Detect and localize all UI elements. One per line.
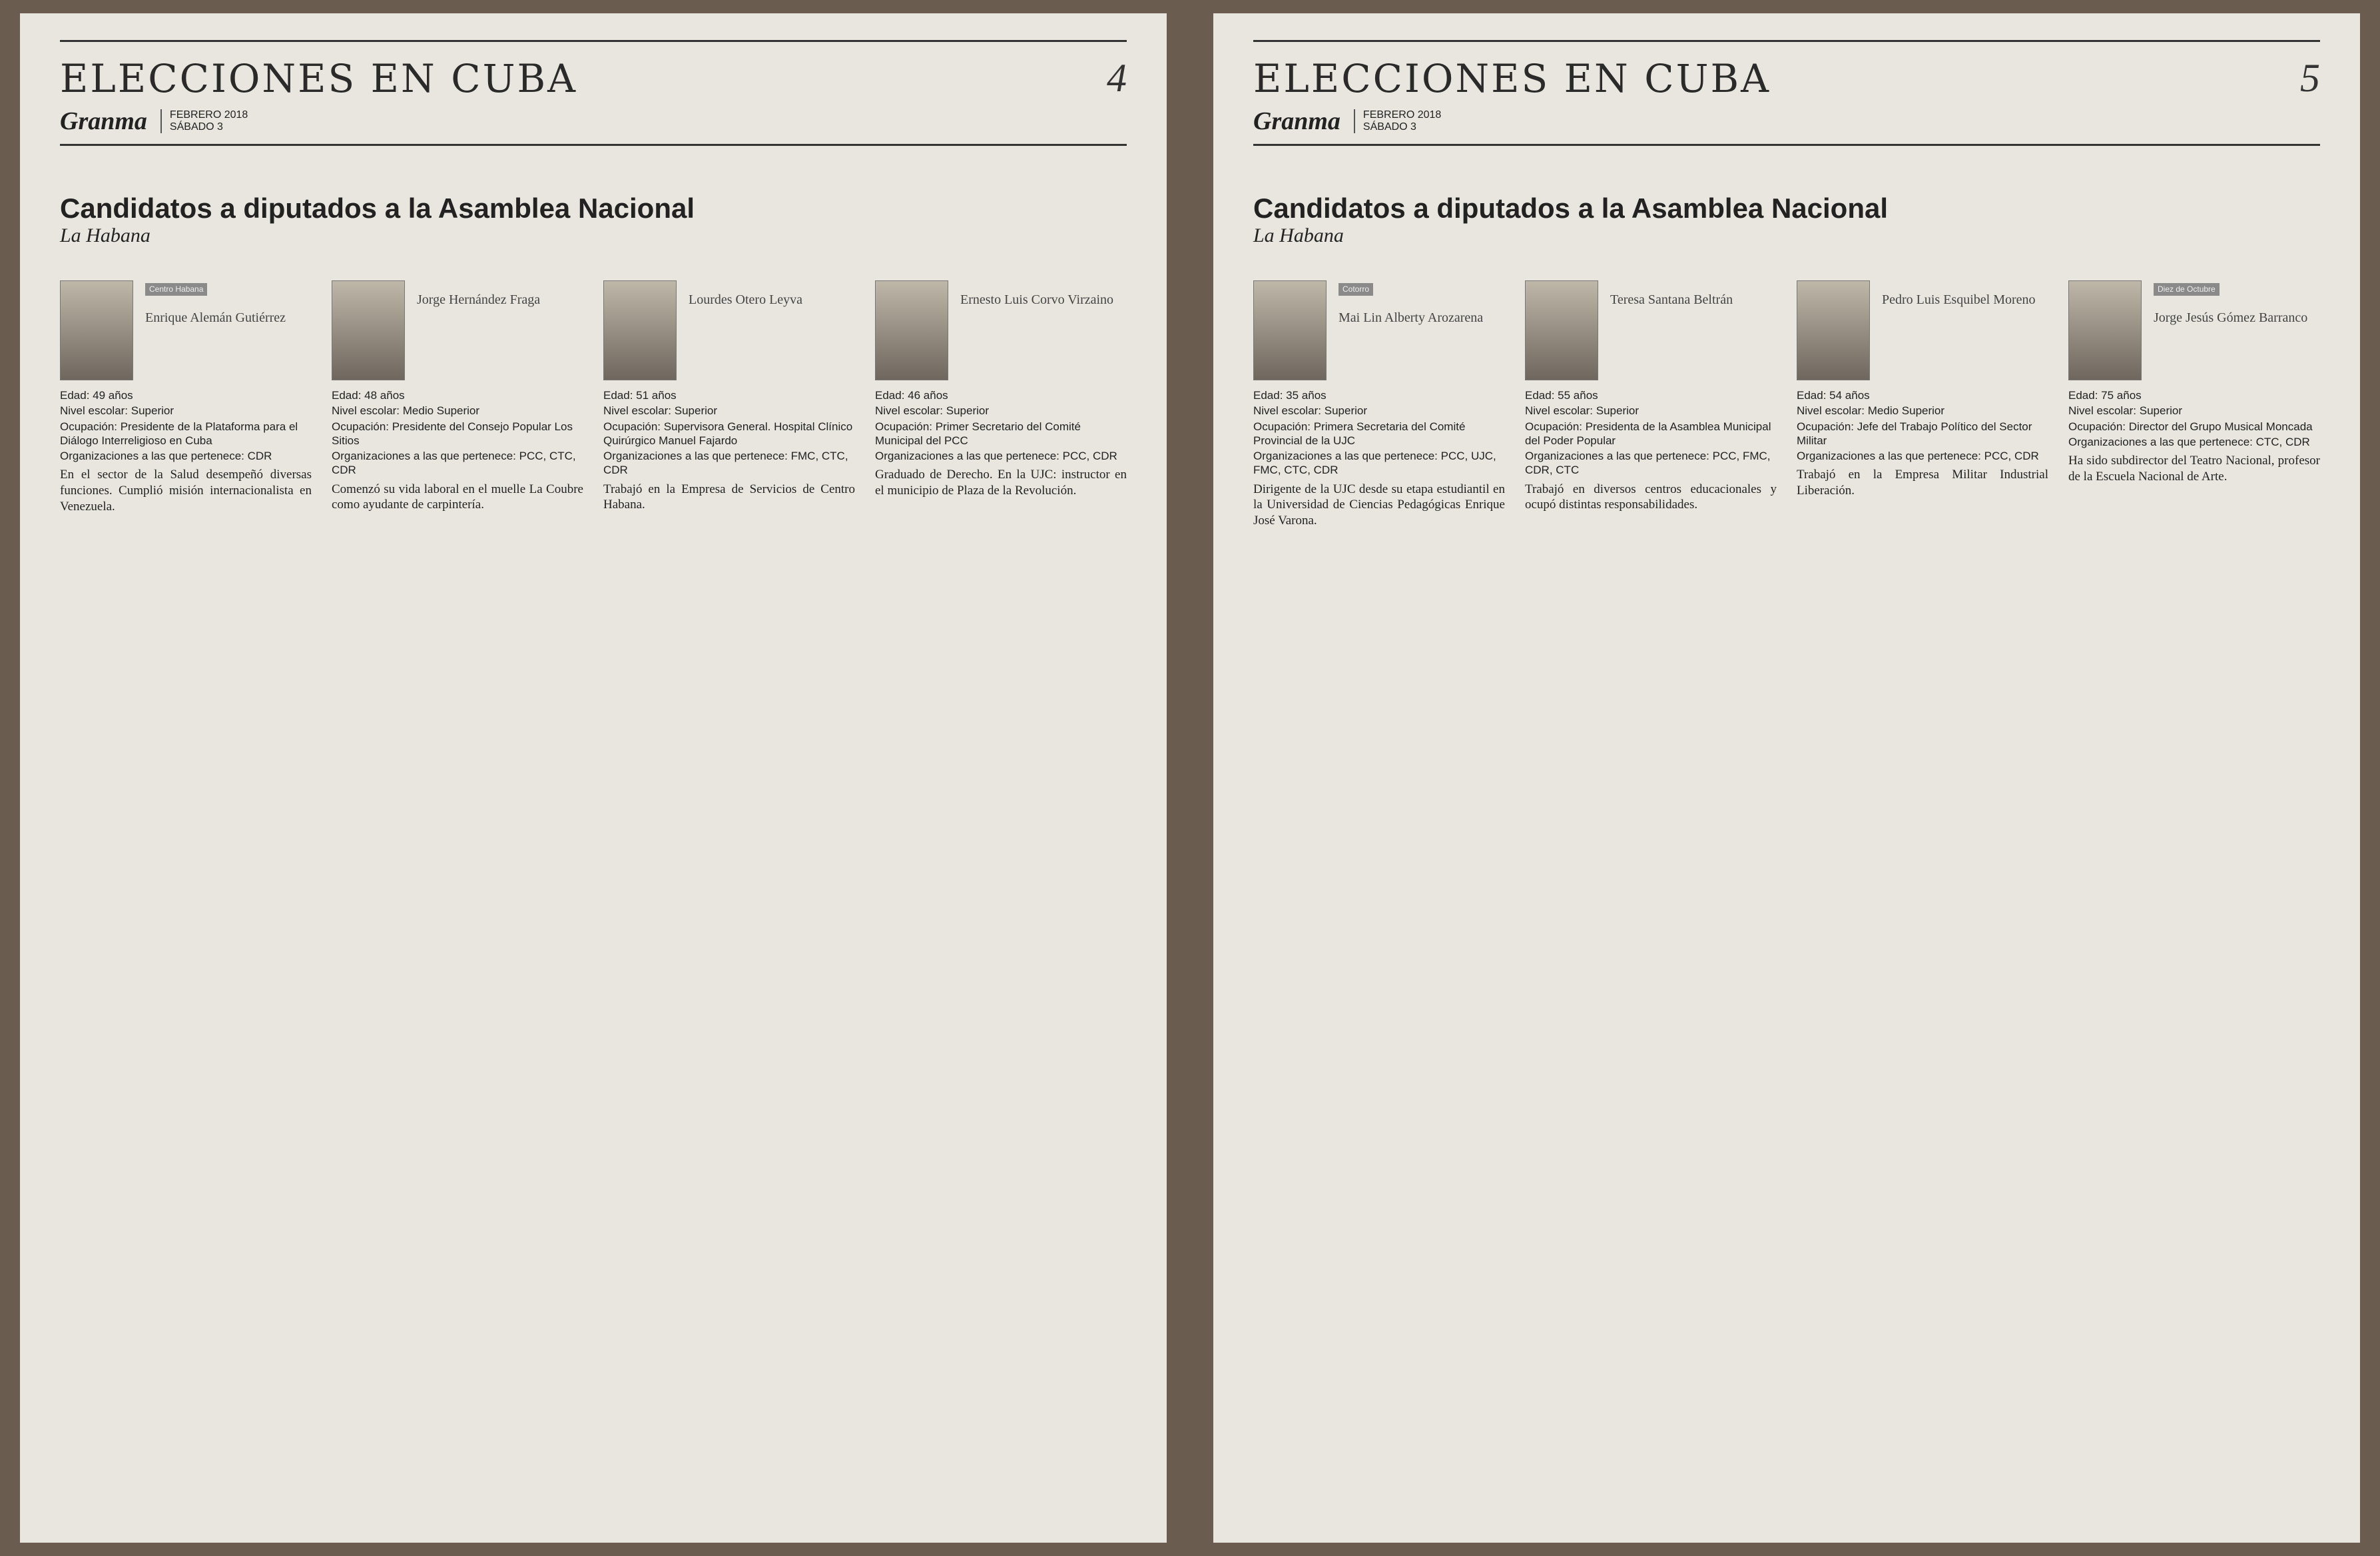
candidate-photo bbox=[1253, 280, 1327, 380]
candidate-header bbox=[332, 280, 583, 380]
candidate-age: Edad: 54 años bbox=[1797, 389, 1870, 402]
candidate-bio: En el sector de la Salud desempeñó diversas funciones. Cumplió misión internacionalista en Venezuela. bbox=[60, 468, 312, 514]
candidate-photo bbox=[875, 280, 948, 380]
candidate-occupation: Ocupación: Supervisora General. Hospital Clínico Quirúrgico Manuel Fajardo bbox=[603, 420, 853, 447]
candidate-ident bbox=[960, 280, 1113, 308]
candidate-name: Ernesto Luis Corvo Virzaino bbox=[960, 292, 1114, 307]
candidate-bio: Trabajó en diversos centros educacionales y ocupó distintas responsabilidades. bbox=[1525, 482, 1777, 512]
candidate-education: Nivel escolar: Superior bbox=[1525, 404, 1639, 418]
candidate-organizations: Organizaciones a las que pertenece: PCC, CDR bbox=[1797, 450, 2039, 462]
candidate-name: Pedro Luis Esquibel Moreno bbox=[1882, 292, 2036, 307]
candidate-name: Jorge Jesús Gómez Barranco bbox=[2154, 310, 2308, 325]
candidate-organizations: Organizaciones a las que pertenece: PCC, FMC, CDR, CTC bbox=[1525, 450, 1771, 477]
newspaper-brand: Granma bbox=[60, 107, 147, 135]
candidate-grid bbox=[60, 280, 1127, 515]
candidate-organizations: Organizaciones a las que pertenece: CDR bbox=[60, 450, 272, 462]
candidate-age: Edad: 75 años bbox=[2068, 389, 2142, 402]
candidate-ident bbox=[1610, 280, 1733, 308]
page-number: 5 bbox=[2300, 56, 2320, 100]
candidate-occupation: Ocupación: Primer Secretario del Comité Municipal del PCC bbox=[875, 420, 1081, 447]
candidate-name: Lourdes Otero Leyva bbox=[689, 292, 803, 307]
candidate-header bbox=[603, 280, 855, 380]
candidate-organizations: Organizaciones a las que pertenece: PCC, CTC, CDR bbox=[332, 450, 576, 477]
candidate-photo bbox=[332, 280, 405, 380]
subhead: La Habana bbox=[60, 224, 150, 246]
newspaper-spread bbox=[20, 13, 2360, 1543]
candidate-photo bbox=[60, 280, 133, 380]
candidate-occupation: Ocupación: Presidenta de la Asamblea Municipal del Poder Popular bbox=[1525, 420, 1771, 447]
candidate-ident bbox=[1882, 280, 2036, 308]
candidate-bio: Trabajó en la Empresa Militar Industrial Liberación. bbox=[1797, 468, 2048, 498]
candidate-photo bbox=[2068, 280, 2142, 380]
section-title: ELECCIONES EN CUBA bbox=[60, 56, 577, 101]
candidate-ident bbox=[2154, 280, 2307, 326]
candidate-name: Jorge Hernández Fraga bbox=[417, 292, 541, 307]
candidate-bio: Comenzó su vida laboral en el muelle La Coubre como ayudante de carpintería. bbox=[332, 482, 583, 512]
candidate-card bbox=[1797, 280, 2048, 529]
candidate-header bbox=[1525, 280, 1777, 380]
candidate-photo bbox=[1525, 280, 1598, 380]
candidate-age: Edad: 35 años bbox=[1253, 389, 1327, 402]
candidate-header bbox=[1797, 280, 2048, 380]
candidate-age: Edad: 46 años bbox=[875, 389, 948, 402]
candidate-bio: Graduado de Derecho. En la UJC: instructor en el municipio de Plaza de la Revolución. bbox=[875, 468, 1127, 498]
brand-row bbox=[60, 107, 1127, 146]
candidate-card bbox=[1253, 280, 1505, 529]
candidate-card bbox=[875, 280, 1127, 515]
candidate-ident bbox=[1339, 280, 1483, 326]
date-line: FEBRERO 2018 bbox=[169, 109, 248, 121]
date-line: FEBRERO 2018 bbox=[1362, 109, 1442, 121]
candidate-education: Nivel escolar: Superior bbox=[2068, 404, 2183, 418]
candidate-age: Edad: 48 años bbox=[332, 389, 405, 402]
candidate-ident bbox=[417, 280, 540, 308]
candidate-header bbox=[2068, 280, 2320, 380]
candidate-photo bbox=[603, 280, 677, 380]
candidate-bio: Dirigente de la UJC desde su etapa estudiantil en la Universidad de Ciencias Pedagógicas Enrique José Varona. bbox=[1253, 482, 1505, 528]
weekday: SÁBADO 3 bbox=[1362, 121, 1416, 133]
candidate-ident bbox=[145, 280, 286, 326]
candidate-age: Edad: 51 años bbox=[603, 389, 677, 402]
weekday: SÁBADO 3 bbox=[169, 121, 223, 133]
masthead bbox=[60, 40, 1127, 101]
municipio-badge: Cotorro bbox=[1339, 283, 1373, 296]
candidate-header bbox=[60, 280, 312, 380]
candidate-grid bbox=[1253, 280, 2320, 529]
candidate-occupation: Ocupación: Primera Secretaria del Comité Provincial de la UJC bbox=[1253, 420, 1466, 447]
municipio-badge: Centro Habana bbox=[145, 283, 207, 296]
headline: Candidatos a diputados a la Asamblea Nacional bbox=[1253, 193, 1889, 224]
page-right bbox=[1213, 13, 2360, 1543]
candidate-education: Nivel escolar: Medio Superior bbox=[332, 404, 480, 418]
candidate-education: Nivel escolar: Superior bbox=[603, 404, 718, 418]
candidate-bio: Ha sido subdirector del Teatro Nacional, profesor de la Escuela Nacional de Arte. bbox=[2068, 454, 2320, 484]
candidate-card bbox=[332, 280, 583, 515]
subhead: La Habana bbox=[1253, 224, 1344, 246]
candidate-education: Nivel escolar: Superior bbox=[60, 404, 174, 418]
candidate-card bbox=[603, 280, 855, 515]
candidate-bio: Trabajó en la Empresa de Servicios de Centro Habana. bbox=[603, 482, 855, 512]
brand-row bbox=[1253, 107, 2320, 146]
candidate-name: Teresa Santana Beltrán bbox=[1610, 292, 1733, 307]
page-left bbox=[20, 13, 1167, 1543]
candidate-occupation: Ocupación: Presidente de la Plataforma para el Diálogo Interreligioso en Cuba bbox=[60, 420, 298, 447]
municipio-badge: Diez de Octubre bbox=[2154, 283, 2220, 296]
candidate-photo bbox=[1797, 280, 1870, 380]
candidate-organizations: Organizaciones a las que pertenece: FMC, CTC, CDR bbox=[603, 450, 848, 477]
issue-date bbox=[1354, 109, 1441, 133]
candidate-education: Nivel escolar: Superior bbox=[875, 404, 990, 418]
candidate-organizations: Organizaciones a las que pertenece: PCC, CDR bbox=[875, 450, 1117, 462]
candidate-header bbox=[875, 280, 1127, 380]
candidate-organizations: Organizaciones a las que pertenece: PCC, UJC, FMC, CTC, CDR bbox=[1253, 450, 1496, 477]
page-number: 4 bbox=[1107, 56, 1127, 100]
candidate-organizations: Organizaciones a las que pertenece: CTC, CDR bbox=[2068, 435, 2310, 448]
section-title: ELECCIONES EN CUBA bbox=[1253, 56, 1771, 101]
candidate-education: Nivel escolar: Superior bbox=[1253, 404, 1368, 418]
candidate-card bbox=[1525, 280, 1777, 529]
candidate-occupation: Ocupación: Director del Grupo Musical Moncada bbox=[2068, 420, 2313, 433]
headline: Candidatos a diputados a la Asamblea Nacional bbox=[60, 193, 695, 224]
masthead bbox=[1253, 40, 2320, 101]
candidate-occupation: Ocupación: Jefe del Trabajo Político del Sector Militar bbox=[1797, 420, 2032, 447]
candidate-education: Nivel escolar: Medio Superior bbox=[1797, 404, 1945, 418]
candidate-ident bbox=[689, 280, 802, 308]
candidate-age: Edad: 49 años bbox=[60, 389, 133, 402]
newspaper-brand: Granma bbox=[1253, 107, 1340, 135]
candidate-card bbox=[2068, 280, 2320, 529]
issue-date bbox=[160, 109, 248, 133]
candidate-name: Enrique Alemán Gutiérrez bbox=[145, 310, 286, 325]
candidate-header bbox=[1253, 280, 1505, 380]
candidate-card bbox=[60, 280, 312, 515]
candidate-name: Mai Lin Alberty Arozarena bbox=[1339, 310, 1484, 325]
candidate-age: Edad: 55 años bbox=[1525, 389, 1598, 402]
candidate-occupation: Ocupación: Presidente del Consejo Popular Los Sitios bbox=[332, 420, 573, 447]
